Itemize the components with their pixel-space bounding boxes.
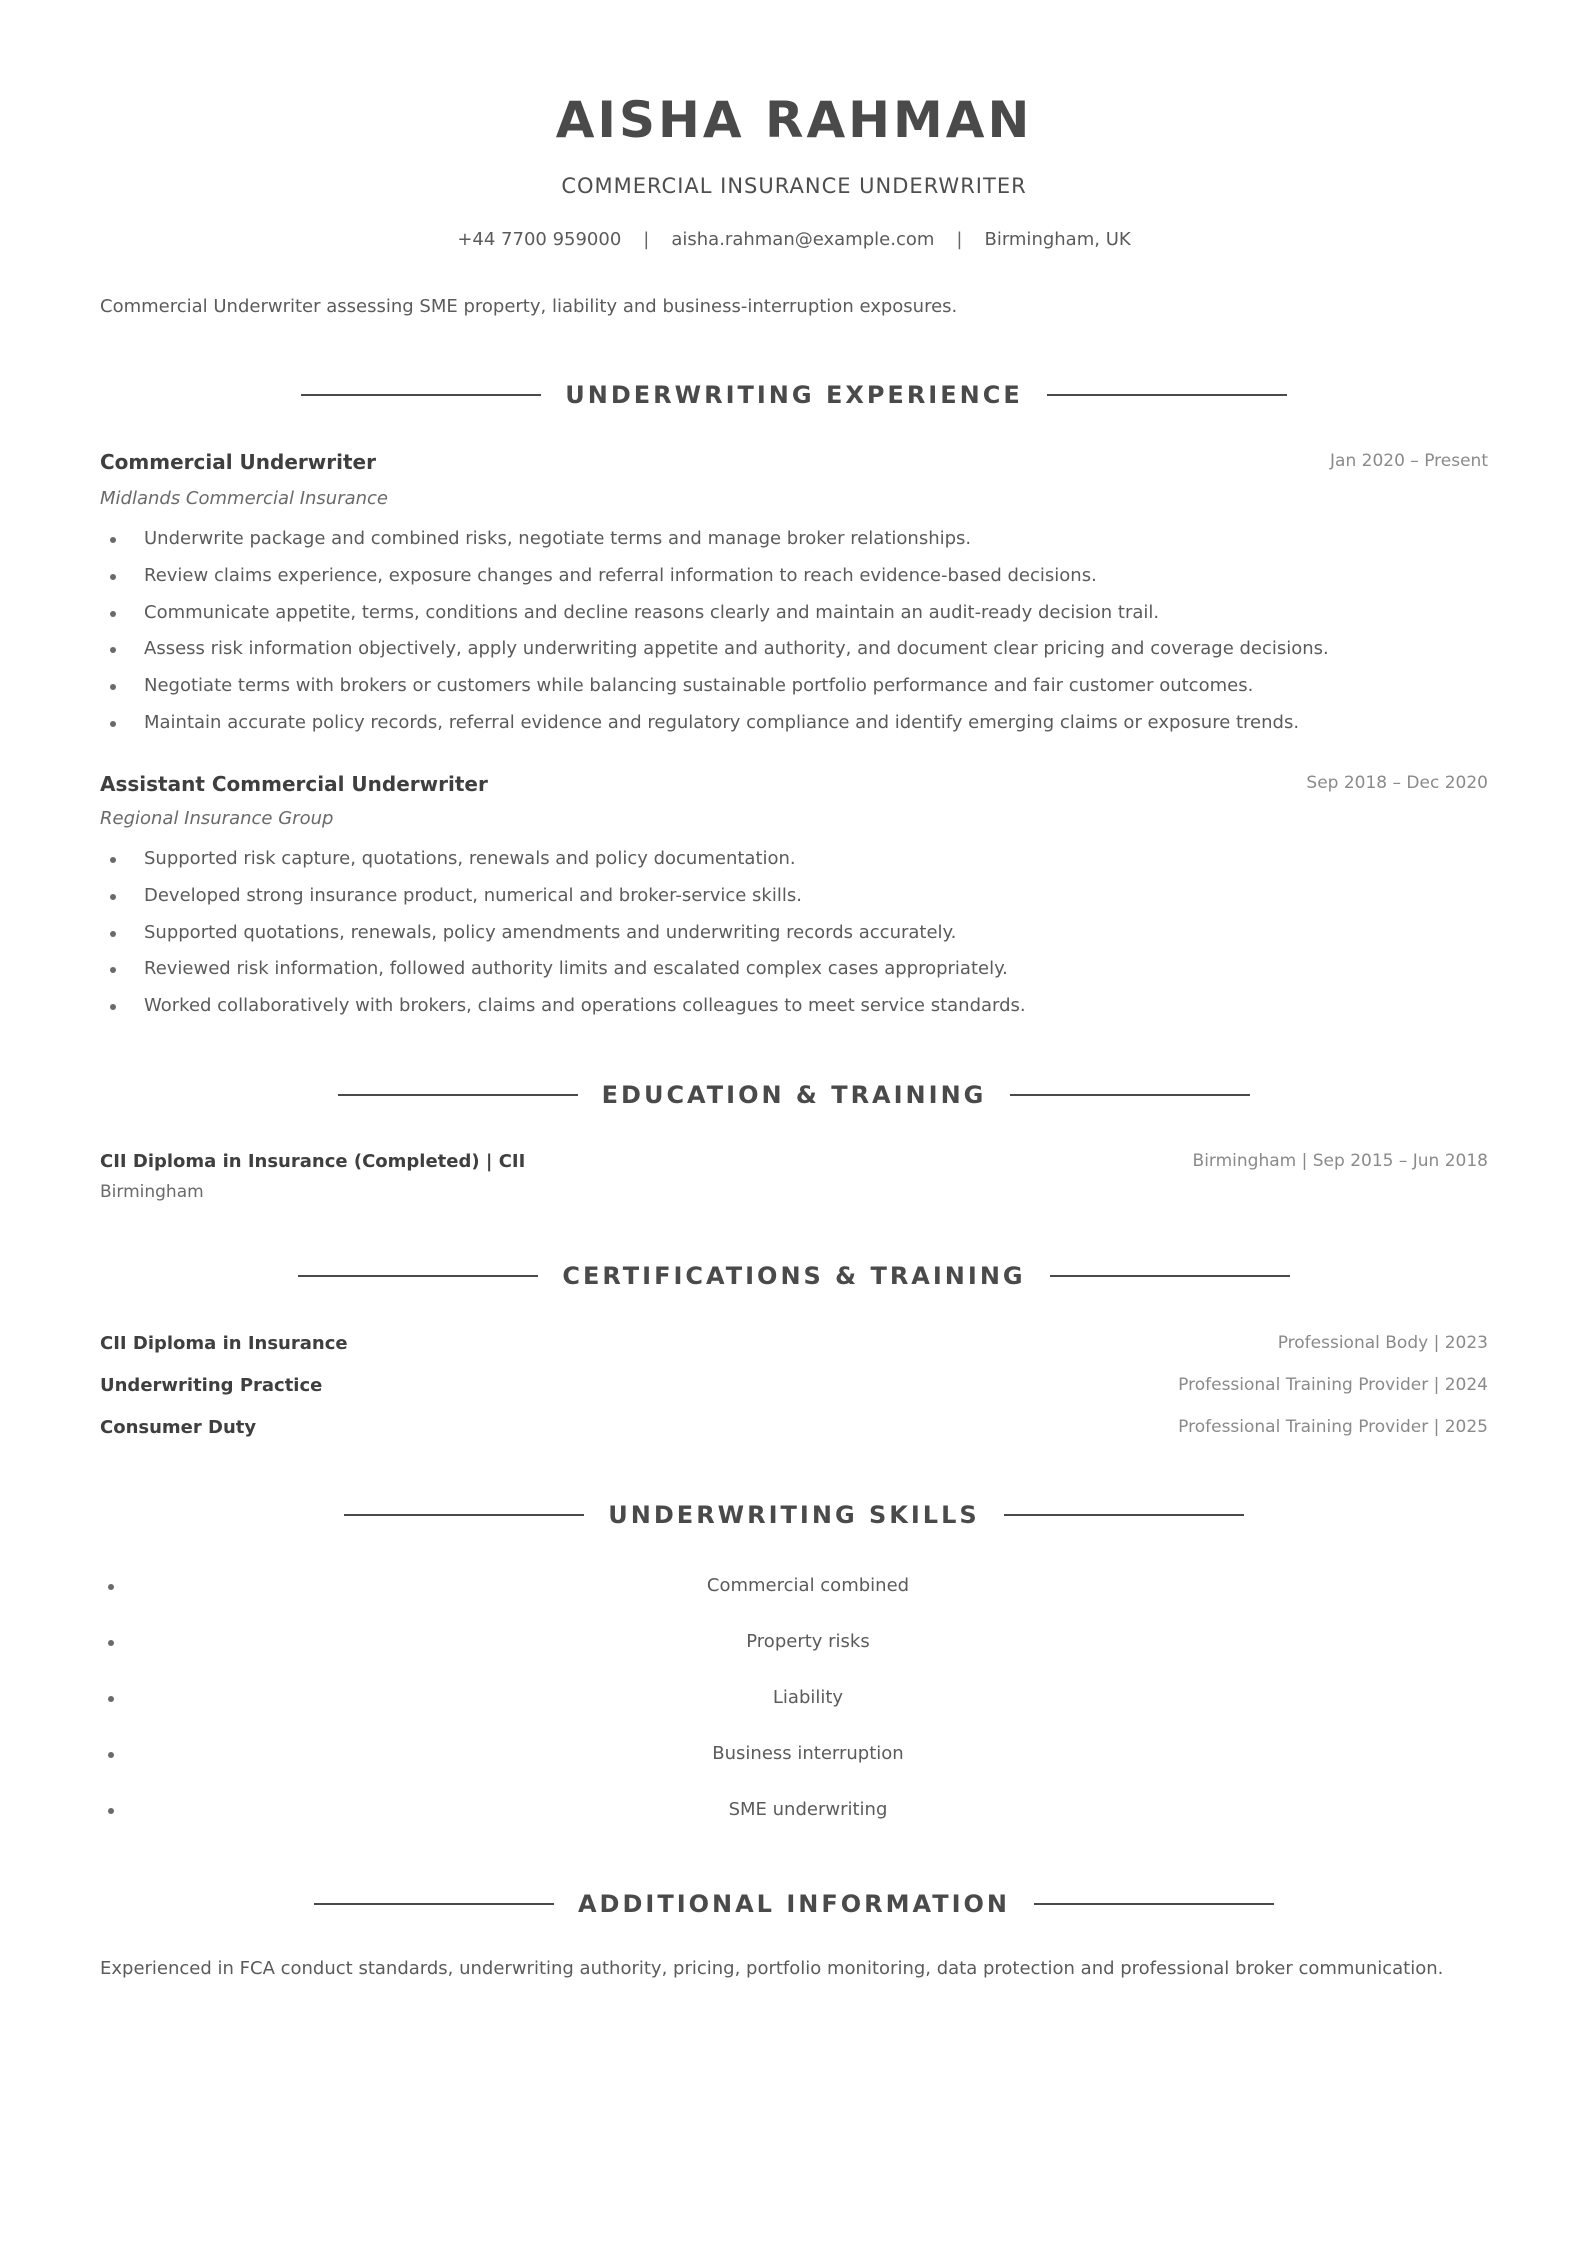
job-bullets <box>100 521 1488 742</box>
list-item: Reviewed risk information, followed authority limits and escalated complex cases appropriately. <box>100 951 1488 988</box>
section-title: UNDERWRITING EXPERIENCE <box>565 381 1023 409</box>
list-item: Supported risk capture, quotations, renewals and policy documentation. <box>100 841 1488 878</box>
job-bullets <box>100 841 1488 1025</box>
list-item: Review claims experience, exposure changes and referral information to reach evidence-based decisions. <box>100 558 1488 595</box>
qualification: CII Diploma in Insurance (Completed) | CII <box>100 1151 526 1172</box>
contact-separator: | <box>643 229 650 250</box>
job-dates: Jan 2020 – Present <box>1330 451 1488 471</box>
section-title: ADDITIONAL INFORMATION <box>577 1890 1011 1918</box>
list-item: Developed strong insurance product, numerical and broker-service skills. <box>100 878 1488 915</box>
heading-rule <box>1034 1903 1274 1905</box>
heading-rule <box>1010 1094 1250 1096</box>
job-header <box>100 448 1488 476</box>
list-item: Assess risk information objectively, apply underwriting appetite and authority, and document clear pricing and coverage decisions. <box>100 631 1488 668</box>
phone-number[interactable]: +44 7700 959000 <box>457 229 622 250</box>
list-item: Underwrite package and combined risks, negotiate terms and manage broker relationships. <box>100 521 1488 558</box>
job-header <box>100 770 1488 798</box>
candidate-name: AISHA RAHMAN <box>555 91 1033 149</box>
section-heading-education <box>100 1078 1488 1112</box>
education-location: Birmingham <box>100 1182 204 1202</box>
job-role: Commercial Underwriter <box>100 450 376 474</box>
certification-row <box>100 1330 1488 1358</box>
additional-text: Experienced in FCA conduct standards, underwriting authority, pricing, portfolio monitoring, data protection and professional broker communication. <box>100 1958 1444 1979</box>
resume-page <box>100 0 1488 2246</box>
heading-rule <box>298 1275 538 1277</box>
certification-name: Underwriting Practice <box>100 1375 323 1396</box>
skill-item: Commercial combined <box>100 1558 1488 1614</box>
section-heading-experience <box>100 378 1488 412</box>
certification-meta: Professional Training Provider | 2025 <box>1178 1417 1488 1437</box>
heading-rule <box>1050 1275 1290 1277</box>
certification-name: Consumer Duty <box>100 1417 257 1438</box>
list-item: Supported quotations, renewals, policy amendments and underwriting records accurately. <box>100 915 1488 952</box>
list-item: Maintain accurate policy records, referral evidence and regulatory compliance and identify emerging claims or exposure trends. <box>100 705 1488 742</box>
heading-rule <box>344 1514 584 1516</box>
contact-separator: | <box>956 229 963 250</box>
skill-item: Business interruption <box>100 1726 1488 1782</box>
heading-rule <box>338 1094 578 1096</box>
location: Birmingham, UK <box>984 229 1131 250</box>
heading-rule <box>1004 1514 1244 1516</box>
certification-meta: Professional Training Provider | 2024 <box>1178 1375 1488 1395</box>
list-item: Worked collaboratively with brokers, claims and operations colleagues to meet service standards. <box>100 988 1488 1025</box>
job-company: Regional Insurance Group <box>100 808 334 829</box>
heading-rule <box>301 394 541 396</box>
skill-item: Liability <box>100 1670 1488 1726</box>
list-item: Negotiate terms with brokers or customers while balancing sustainable portfolio performance and fair customer outcomes. <box>100 668 1488 705</box>
section-heading-certifications <box>100 1259 1488 1293</box>
certification-meta: Professional Body | 2023 <box>1277 1333 1488 1353</box>
list-item: Communicate appetite, terms, conditions and decline reasons clearly and maintain an audit-ready decision trail. <box>100 595 1488 632</box>
education-meta: Birmingham | Sep 2015 – Jun 2018 <box>1192 1151 1488 1171</box>
certification-row <box>100 1372 1488 1400</box>
contact-line <box>100 228 1488 252</box>
section-title: CERTIFICATIONS & TRAINING <box>562 1262 1026 1290</box>
education-header <box>100 1148 1488 1176</box>
heading-rule <box>314 1903 554 1905</box>
certification-name: CII Diploma in Insurance <box>100 1333 348 1354</box>
heading-rule <box>1047 394 1287 396</box>
skill-item: SME underwriting <box>100 1782 1488 1838</box>
job-title: COMMERCIAL INSURANCE UNDERWRITER <box>561 174 1027 198</box>
section-heading-skills <box>100 1498 1488 1532</box>
email-address[interactable]: aisha.rahman@example.com <box>671 229 935 250</box>
section-title: EDUCATION & TRAINING <box>601 1081 987 1109</box>
skills-list <box>100 1558 1488 1838</box>
summary-text: Commercial Underwriter assessing SME property, liability and business-interruption exposures. <box>100 296 958 317</box>
certification-row <box>100 1414 1488 1442</box>
job-company: Midlands Commercial Insurance <box>100 488 389 509</box>
skill-item: Property risks <box>100 1614 1488 1670</box>
job-dates: Sep 2018 – Dec 2020 <box>1306 773 1488 793</box>
section-title: UNDERWRITING SKILLS <box>608 1501 980 1529</box>
section-heading-additional <box>100 1887 1488 1921</box>
job-role: Assistant Commercial Underwriter <box>100 772 488 796</box>
